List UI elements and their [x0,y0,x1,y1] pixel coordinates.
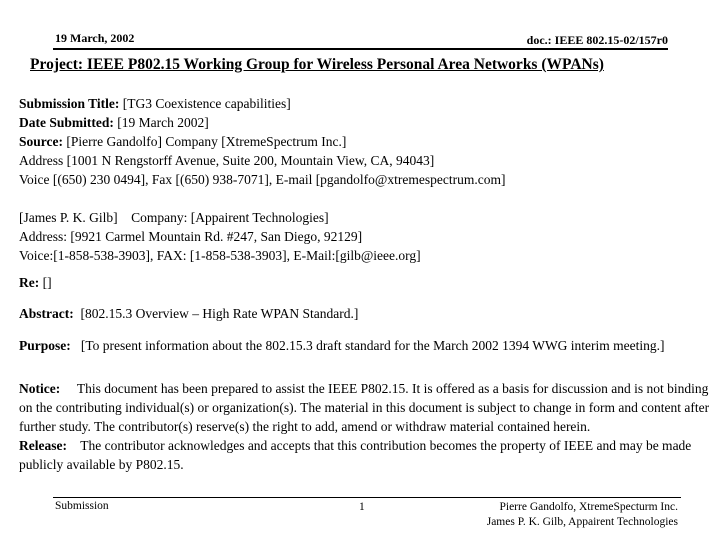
purpose-label: Purpose: [19,338,71,353]
re-label: Re: [19,275,40,290]
date-submitted-line [19,113,714,132]
purpose-value: [To present information about the 802.15.3 draft standard for the March 2002 1394 WWG interim meeting.] [80,338,665,353]
notice-text [19,379,714,436]
source-line [19,132,714,151]
abstract-value: [802.15.3 Overview – High Rate WPAN Standard.] [80,306,359,321]
purpose-paragraph [19,336,714,355]
notice-value: This document has been prepared to assist the IEEE P802.15. It is offered as a basis for discussion and is not binding on the contributing individual(s) or organization(s). The material in this document is subject to change in form and content after further study. The contributor(s) reserve(s) the right to add, amend or withdraw material contained herein. [19,381,710,434]
header-doc-id: doc.: IEEE 802.15-02/157r0 [526,33,668,47]
re-value: [] [42,275,52,290]
abstract-label: Abstract: [19,306,74,321]
release-value: The contributor acknowledges and accepts that this contribution becomes the property of IEEE and may be made publicly available by P802.15. [19,438,692,472]
project-title: Project: IEEE P802.15 Working Group for Wireless Personal Area Networks (WPANs) [30,56,604,73]
second-author-block [19,208,714,265]
date-submitted-label: Date Submitted: [19,115,114,130]
submission-title-line [19,94,714,113]
release-text [19,436,714,474]
submission-block [19,94,714,189]
re-line [19,273,714,292]
footer-authors [487,500,678,530]
submission-title-value: [TG3 Coexistence capabilities] [122,96,291,111]
footer-page-number: 1 [359,501,365,513]
header-date: 19 March, 2002 [55,31,135,45]
source-value: [Pierre Gandolfo] Company [XtremeSpectrum Inc.] [66,134,347,149]
footer-divider [53,497,681,498]
release-label: Release: [19,438,67,453]
second-author-address: Address: [9921 Carmel Mountain Rd. #247, San Diego, 92129] [19,229,363,244]
notice-label: Notice: [19,381,61,396]
date-submitted-value: [19 March 2002] [117,115,209,130]
source-contact: Voice [(650) 230 0494], Fax [(650) 938-7071], E-mail [pgandolfo@xtremespectrum.com] [19,172,506,187]
header-divider [53,48,668,50]
footer-author-1: Pierre Gandolfo, XtremeSpecturm Inc. [499,501,678,513]
submission-title-label: Submission Title: [19,96,120,111]
footer-submission: Submission [55,500,109,512]
second-author-name: [James P. K. Gilb] Company: [Appairent Technologies] [19,210,329,225]
notice-paragraph [19,379,714,474]
footer-author-2: James P. K. Gilb, Appairent Technologies [486,516,678,528]
source-address: Address [1001 N Rengstorff Avenue, Suite 200, Mountain View, CA, 94043] [19,153,435,168]
abstract-line [19,304,714,323]
source-label: Source: [19,134,63,149]
second-author-contact: Voice:[1-858-538-3903], FAX: [1-858-538-3903], E-Mail:[gilb@ieee.org] [19,248,421,263]
